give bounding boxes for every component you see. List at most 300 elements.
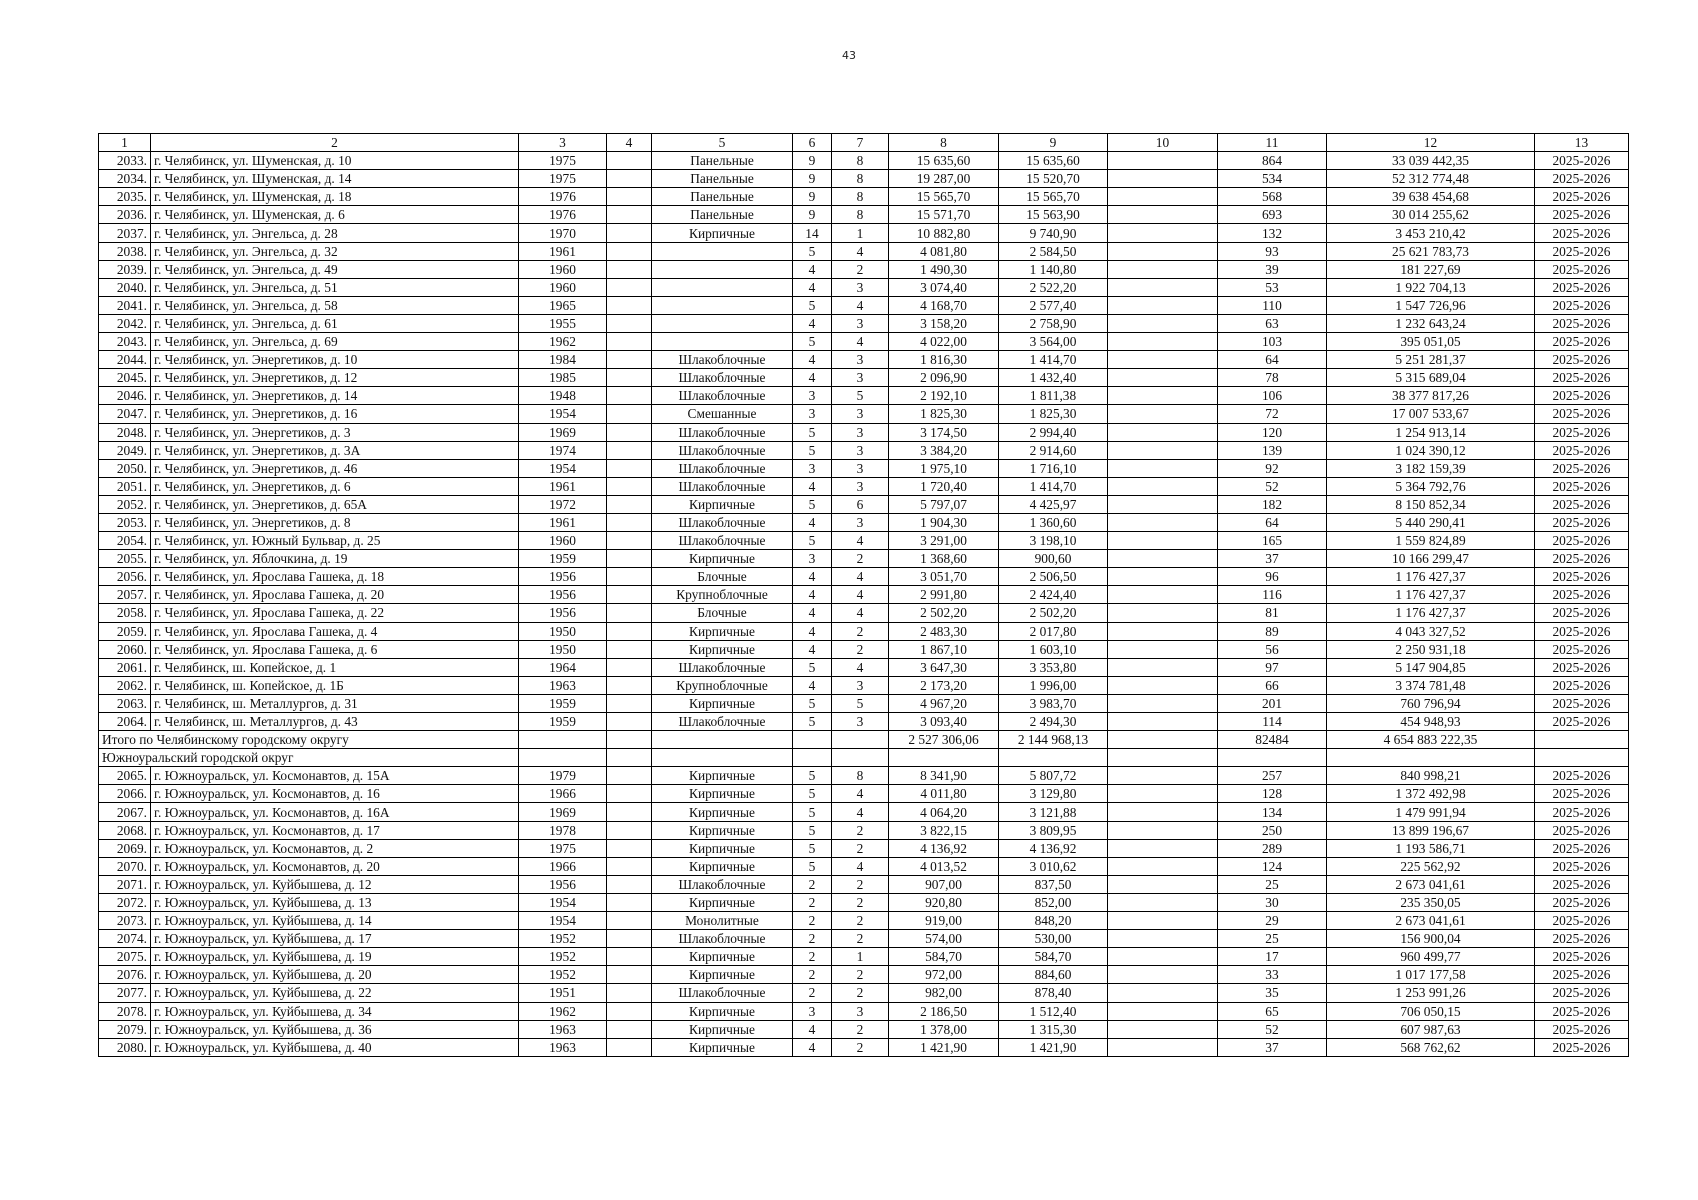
cell-row-number: 2053.	[99, 513, 151, 531]
cell-residents: 116	[1218, 586, 1327, 604]
cell-repair-cost: 39 638 454,68	[1327, 188, 1535, 206]
cell-floors: 4	[793, 1038, 832, 1056]
table-row	[99, 333, 1629, 351]
cell-address: г. Южноуральск, ул. Куйбышева, д. 17	[151, 930, 519, 948]
cell-living-area: 5 807,72	[999, 767, 1108, 785]
cell-floors: 2	[793, 893, 832, 911]
table-row	[99, 930, 1629, 948]
cell-wall-material: Шлакоблочные	[652, 369, 793, 387]
cell-living-area: 2 758,90	[999, 314, 1108, 332]
section-empty-4	[607, 749, 652, 767]
cell-address: г. Челябинск, ул. Шуменская, д. 18	[151, 188, 519, 206]
cell-col-4	[607, 152, 652, 170]
cell-living-area: 3 121,88	[999, 803, 1108, 821]
cell-repair-cost: 1 017 177,58	[1327, 966, 1535, 984]
cell-col-4	[607, 495, 652, 513]
cell-col-10	[1108, 513, 1218, 531]
cell-living-area: 2 522,20	[999, 278, 1108, 296]
cell-entrances: 3	[832, 676, 889, 694]
total-empty-4	[607, 731, 652, 749]
cell-repair-cost: 1 254 913,14	[1327, 423, 1535, 441]
cell-repair-cost: 960 499,77	[1327, 948, 1535, 966]
cell-col-4	[607, 314, 652, 332]
cell-floors: 5	[793, 441, 832, 459]
cell-floors: 5	[793, 532, 832, 550]
cell-entrances: 8	[832, 206, 889, 224]
cell-wall-material: Кирпичные	[652, 821, 793, 839]
cell-col-10	[1108, 767, 1218, 785]
cell-col-10	[1108, 1038, 1218, 1056]
cell-wall-material	[652, 333, 793, 351]
cell-col-4	[607, 658, 652, 676]
cell-living-area: 1 140,80	[999, 260, 1108, 278]
cell-wall-material: Крупноблочные	[652, 676, 793, 694]
cell-year-built: 1956	[519, 604, 607, 622]
cell-year-built: 1963	[519, 1020, 607, 1038]
cell-entrances: 3	[832, 513, 889, 531]
cell-repair-period: 2025-2026	[1535, 658, 1629, 676]
cell-repair-cost: 1 176 427,37	[1327, 568, 1535, 586]
cell-total-area: 2 096,90	[889, 369, 999, 387]
cell-total-area: 3 647,30	[889, 658, 999, 676]
cell-year-built: 1976	[519, 188, 607, 206]
cell-repair-period: 2025-2026	[1535, 568, 1629, 586]
cell-col-4	[607, 224, 652, 242]
cell-wall-material: Кирпичные	[652, 1038, 793, 1056]
cell-row-number: 2048.	[99, 423, 151, 441]
cell-residents: 65	[1218, 1002, 1327, 1020]
cell-address: г. Челябинск, ул. Энергетиков, д. 3	[151, 423, 519, 441]
cell-year-built: 1955	[519, 314, 607, 332]
cell-wall-material: Кирпичные	[652, 224, 793, 242]
cell-repair-period: 2025-2026	[1535, 767, 1629, 785]
cell-total-area: 2 991,80	[889, 586, 999, 604]
cell-entrances: 2	[832, 260, 889, 278]
cell-row-number: 2075.	[99, 948, 151, 966]
cell-repair-cost: 706 050,15	[1327, 1002, 1535, 1020]
section-empty-7	[832, 749, 889, 767]
cell-residents: 29	[1218, 912, 1327, 930]
table-row	[99, 1020, 1629, 1038]
column-header-10: 10	[1108, 134, 1218, 152]
cell-wall-material: Кирпичные	[652, 966, 793, 984]
cell-row-number: 2076.	[99, 966, 151, 984]
cell-entrances: 2	[832, 984, 889, 1002]
cell-row-number: 2049.	[99, 441, 151, 459]
cell-address: г. Челябинск, ул. Энгельса, д. 51	[151, 278, 519, 296]
cell-wall-material: Панельные	[652, 188, 793, 206]
cell-entrances: 3	[832, 441, 889, 459]
cell-living-area: 1 825,30	[999, 405, 1108, 423]
cell-total-area: 4 168,70	[889, 296, 999, 314]
cell-residents: 64	[1218, 513, 1327, 531]
cell-floors: 5	[793, 803, 832, 821]
table-row	[99, 351, 1629, 369]
cell-wall-material: Панельные	[652, 170, 793, 188]
cell-address: г. Челябинск, ул. Ярослава Гашека, д. 22	[151, 604, 519, 622]
cell-entrances: 4	[832, 803, 889, 821]
cell-year-built: 1956	[519, 568, 607, 586]
cell-residents: 182	[1218, 495, 1327, 513]
table-row	[99, 242, 1629, 260]
cell-wall-material: Кирпичные	[652, 550, 793, 568]
cell-repair-cost: 395 051,05	[1327, 333, 1535, 351]
cell-floors: 3	[793, 387, 832, 405]
cell-year-built: 1962	[519, 1002, 607, 1020]
cell-floors: 4	[793, 278, 832, 296]
cell-address: г. Челябинск, ул. Энгельса, д. 58	[151, 296, 519, 314]
cell-address: г. Южноуральск, ул. Куйбышева, д. 12	[151, 875, 519, 893]
cell-year-built: 1954	[519, 893, 607, 911]
cell-row-number: 2052.	[99, 495, 151, 513]
cell-entrances: 2	[832, 893, 889, 911]
cell-repair-period: 2025-2026	[1535, 278, 1629, 296]
cell-col-4	[607, 351, 652, 369]
table-row	[99, 188, 1629, 206]
cell-total-area: 920,80	[889, 893, 999, 911]
cell-col-4	[607, 278, 652, 296]
cell-wall-material: Шлакоблочные	[652, 984, 793, 1002]
cell-address: г. Челябинск, ул. Энгельса, д. 69	[151, 333, 519, 351]
total-area: 2 527 306,06	[889, 731, 999, 749]
table-row	[99, 857, 1629, 875]
cell-entrances: 3	[832, 369, 889, 387]
cell-row-number: 2065.	[99, 767, 151, 785]
cell-col-4	[607, 405, 652, 423]
section-empty-11	[1218, 749, 1327, 767]
cell-wall-material: Кирпичные	[652, 893, 793, 911]
cell-repair-period: 2025-2026	[1535, 622, 1629, 640]
cell-total-area: 4 022,00	[889, 333, 999, 351]
cell-row-number: 2066.	[99, 785, 151, 803]
cell-row-number: 2058.	[99, 604, 151, 622]
cell-year-built: 1962	[519, 333, 607, 351]
cell-residents: 165	[1218, 532, 1327, 550]
cell-living-area: 1 716,10	[999, 459, 1108, 477]
cell-living-area: 3 010,62	[999, 857, 1108, 875]
cell-repair-period: 2025-2026	[1535, 441, 1629, 459]
cell-col-10	[1108, 369, 1218, 387]
cell-entrances: 1	[832, 948, 889, 966]
cell-col-10	[1108, 170, 1218, 188]
cell-floors: 5	[793, 857, 832, 875]
cell-wall-material: Кирпичные	[652, 495, 793, 513]
cell-residents: 110	[1218, 296, 1327, 314]
cell-repair-period: 2025-2026	[1535, 839, 1629, 857]
cell-col-10	[1108, 242, 1218, 260]
cell-repair-period: 2025-2026	[1535, 170, 1629, 188]
cell-col-10	[1108, 423, 1218, 441]
cell-col-4	[607, 930, 652, 948]
cell-residents: 66	[1218, 676, 1327, 694]
cell-col-10	[1108, 152, 1218, 170]
cell-year-built: 1978	[519, 821, 607, 839]
cell-col-4	[607, 803, 652, 821]
total-empty-6	[793, 731, 832, 749]
cell-living-area: 3 809,95	[999, 821, 1108, 839]
table-row	[99, 803, 1629, 821]
cell-floors: 4	[793, 568, 832, 586]
cell-address: г. Южноуральск, ул. Куйбышева, д. 20	[151, 966, 519, 984]
cell-repair-cost: 3 453 210,42	[1327, 224, 1535, 242]
cell-entrances: 4	[832, 532, 889, 550]
cell-repair-cost: 235 350,05	[1327, 893, 1535, 911]
cell-entrances: 3	[832, 278, 889, 296]
cell-col-10	[1108, 568, 1218, 586]
section-empty-10	[1108, 749, 1218, 767]
cell-repair-cost: 1 024 390,12	[1327, 441, 1535, 459]
cell-floors: 2	[793, 948, 832, 966]
total-empty-5	[652, 731, 793, 749]
cell-floors: 4	[793, 604, 832, 622]
cell-entrances: 8	[832, 767, 889, 785]
cell-repair-period: 2025-2026	[1535, 405, 1629, 423]
cell-wall-material: Кирпичные	[652, 1020, 793, 1038]
cell-col-4	[607, 912, 652, 930]
table-row	[99, 152, 1629, 170]
cell-wall-material: Шлакоблочные	[652, 930, 793, 948]
cell-repair-period: 2025-2026	[1535, 694, 1629, 712]
cell-repair-period: 2025-2026	[1535, 1038, 1629, 1056]
cell-repair-cost: 607 987,63	[1327, 1020, 1535, 1038]
cell-repair-cost: 1 547 726,96	[1327, 296, 1535, 314]
cell-row-number: 2074.	[99, 930, 151, 948]
cell-col-4	[607, 333, 652, 351]
table-row	[99, 948, 1629, 966]
cell-repair-period: 2025-2026	[1535, 296, 1629, 314]
cell-year-built: 1954	[519, 912, 607, 930]
cell-year-built: 1970	[519, 224, 607, 242]
cell-year-built: 1956	[519, 875, 607, 893]
cell-row-number: 2040.	[99, 278, 151, 296]
cell-repair-cost: 30 014 255,62	[1327, 206, 1535, 224]
cell-total-area: 3 051,70	[889, 568, 999, 586]
cell-floors: 2	[793, 930, 832, 948]
cell-wall-material	[652, 260, 793, 278]
cell-address: г. Южноуральск, ул. Космонавтов, д. 2	[151, 839, 519, 857]
table-row	[99, 477, 1629, 495]
table-row	[99, 893, 1629, 911]
cell-wall-material: Шлакоблочные	[652, 351, 793, 369]
cell-wall-material: Смешанные	[652, 405, 793, 423]
cell-entrances: 8	[832, 152, 889, 170]
cell-col-4	[607, 893, 652, 911]
cell-row-number: 2060.	[99, 640, 151, 658]
cell-floors: 14	[793, 224, 832, 242]
table-row	[99, 278, 1629, 296]
cell-residents: 53	[1218, 278, 1327, 296]
cell-address: г. Челябинск, ул. Ярослава Гашека, д. 4	[151, 622, 519, 640]
cell-col-4	[607, 170, 652, 188]
cell-address: г. Челябинск, ул. Энергетиков, д. 8	[151, 513, 519, 531]
cell-repair-period: 2025-2026	[1535, 912, 1629, 930]
cell-repair-cost: 8 150 852,34	[1327, 495, 1535, 513]
cell-col-10	[1108, 495, 1218, 513]
cell-living-area: 1 360,60	[999, 513, 1108, 531]
cell-living-area: 2 914,60	[999, 441, 1108, 459]
table-row	[99, 767, 1629, 785]
cell-address: г. Челябинск, ш. Металлургов, д. 31	[151, 694, 519, 712]
cell-address: г. Южноуральск, ул. Куйбышева, д. 22	[151, 984, 519, 1002]
cell-col-4	[607, 369, 652, 387]
section-empty-12	[1327, 749, 1535, 767]
cell-living-area: 1 996,00	[999, 676, 1108, 694]
cell-living-area: 900,60	[999, 550, 1108, 568]
cell-wall-material: Блочные	[652, 568, 793, 586]
section-empty-8	[889, 749, 999, 767]
cell-col-4	[607, 839, 652, 857]
cell-living-area: 2 494,30	[999, 713, 1108, 731]
cell-address: г. Южноуральск, ул. Космонавтов, д. 15А	[151, 767, 519, 785]
section-heading-row	[99, 749, 1629, 767]
cell-floors: 2	[793, 966, 832, 984]
cell-repair-period: 2025-2026	[1535, 713, 1629, 731]
cell-residents: 201	[1218, 694, 1327, 712]
cell-repair-period: 2025-2026	[1535, 785, 1629, 803]
table-row	[99, 369, 1629, 387]
cell-col-4	[607, 242, 652, 260]
cell-repair-period: 2025-2026	[1535, 803, 1629, 821]
cell-col-4	[607, 188, 652, 206]
cell-residents: 693	[1218, 206, 1327, 224]
cell-total-area: 4 013,52	[889, 857, 999, 875]
cell-total-area: 584,70	[889, 948, 999, 966]
cell-residents: 17	[1218, 948, 1327, 966]
cell-floors: 5	[793, 423, 832, 441]
cell-wall-material: Кирпичные	[652, 1002, 793, 1020]
cell-wall-material: Шлакоблочные	[652, 477, 793, 495]
column-header-3: 3	[519, 134, 607, 152]
cell-address: г. Челябинск, ул. Ярослава Гашека, д. 6	[151, 640, 519, 658]
cell-entrances: 2	[832, 912, 889, 930]
table-row	[99, 1038, 1629, 1056]
cell-wall-material: Шлакоблочные	[652, 459, 793, 477]
cell-col-4	[607, 459, 652, 477]
cell-year-built: 1959	[519, 694, 607, 712]
cell-floors: 9	[793, 152, 832, 170]
table-row	[99, 622, 1629, 640]
cell-year-built: 1954	[519, 459, 607, 477]
cell-living-area: 15 565,70	[999, 188, 1108, 206]
cell-address: г. Челябинск, ул. Ярослава Гашека, д. 18	[151, 568, 519, 586]
cell-residents: 52	[1218, 1020, 1327, 1038]
cell-entrances: 3	[832, 314, 889, 332]
table-row	[99, 658, 1629, 676]
cell-floors: 3	[793, 1002, 832, 1020]
cell-entrances: 2	[832, 1038, 889, 1056]
cell-row-number: 2064.	[99, 713, 151, 731]
cell-repair-period: 2025-2026	[1535, 513, 1629, 531]
cell-entrances: 4	[832, 333, 889, 351]
cell-year-built: 1975	[519, 839, 607, 857]
cell-repair-period: 2025-2026	[1535, 459, 1629, 477]
cell-residents: 97	[1218, 658, 1327, 676]
cell-floors: 5	[793, 839, 832, 857]
cell-total-area: 982,00	[889, 984, 999, 1002]
cell-residents: 124	[1218, 857, 1327, 875]
cell-col-4	[607, 532, 652, 550]
cell-year-built: 1952	[519, 930, 607, 948]
cell-repair-period: 2025-2026	[1535, 495, 1629, 513]
cell-total-area: 15 635,60	[889, 152, 999, 170]
cell-year-built: 1959	[519, 550, 607, 568]
cell-repair-period: 2025-2026	[1535, 893, 1629, 911]
cell-address: г. Челябинск, ш. Копейское, д. 1	[151, 658, 519, 676]
cell-row-number: 2033.	[99, 152, 151, 170]
cell-repair-cost: 2 250 931,18	[1327, 640, 1535, 658]
cell-entrances: 2	[832, 1020, 889, 1038]
cell-wall-material: Кирпичные	[652, 767, 793, 785]
column-header-13: 13	[1535, 134, 1629, 152]
cell-repair-cost: 3 182 159,39	[1327, 459, 1535, 477]
cell-col-10	[1108, 694, 1218, 712]
cell-address: г. Южноуральск, ул. Куйбышева, д. 34	[151, 1002, 519, 1020]
table-row	[99, 459, 1629, 477]
cell-col-10	[1108, 893, 1218, 911]
cell-col-10	[1108, 532, 1218, 550]
cell-year-built: 1963	[519, 1038, 607, 1056]
cell-floors: 4	[793, 640, 832, 658]
cell-col-4	[607, 713, 652, 731]
cell-address: г. Челябинск, ул. Энергетиков, д. 12	[151, 369, 519, 387]
table-row	[99, 423, 1629, 441]
cell-repair-period: 2025-2026	[1535, 875, 1629, 893]
cell-wall-material: Шлакоблочные	[652, 875, 793, 893]
cell-repair-period: 2025-2026	[1535, 821, 1629, 839]
cell-col-10	[1108, 966, 1218, 984]
table-row	[99, 224, 1629, 242]
cell-living-area: 837,50	[999, 875, 1108, 893]
cell-repair-period: 2025-2026	[1535, 351, 1629, 369]
cell-col-4	[607, 857, 652, 875]
cell-wall-material: Кирпичные	[652, 622, 793, 640]
cell-repair-cost: 5 440 290,41	[1327, 513, 1535, 531]
cell-year-built: 1956	[519, 586, 607, 604]
cell-residents: 92	[1218, 459, 1327, 477]
cell-residents: 35	[1218, 984, 1327, 1002]
column-header-4: 4	[607, 134, 652, 152]
cell-entrances: 5	[832, 387, 889, 405]
cell-col-10	[1108, 713, 1218, 731]
cell-row-number: 2043.	[99, 333, 151, 351]
cell-entrances: 3	[832, 477, 889, 495]
cell-repair-cost: 1 253 991,26	[1327, 984, 1535, 1002]
cell-col-10	[1108, 188, 1218, 206]
column-header-row	[99, 134, 1629, 152]
cell-wall-material: Шлакоблочные	[652, 713, 793, 731]
cell-col-10	[1108, 622, 1218, 640]
cell-row-number: 2078.	[99, 1002, 151, 1020]
cell-col-10	[1108, 586, 1218, 604]
cell-living-area: 2 506,50	[999, 568, 1108, 586]
total-row	[99, 731, 1629, 749]
cell-col-10	[1108, 477, 1218, 495]
cell-living-area: 884,60	[999, 966, 1108, 984]
cell-row-number: 2051.	[99, 477, 151, 495]
cell-entrances: 1	[832, 224, 889, 242]
cell-address: г. Челябинск, ул. Ярослава Гашека, д. 20	[151, 586, 519, 604]
cell-col-4	[607, 296, 652, 314]
cell-row-number: 2054.	[99, 532, 151, 550]
cell-col-4	[607, 676, 652, 694]
cell-col-10	[1108, 930, 1218, 948]
cell-residents: 568	[1218, 188, 1327, 206]
cell-floors: 2	[793, 984, 832, 1002]
cell-col-4	[607, 513, 652, 531]
cell-total-area: 907,00	[889, 875, 999, 893]
cell-year-built: 1976	[519, 206, 607, 224]
cell-col-4	[607, 441, 652, 459]
